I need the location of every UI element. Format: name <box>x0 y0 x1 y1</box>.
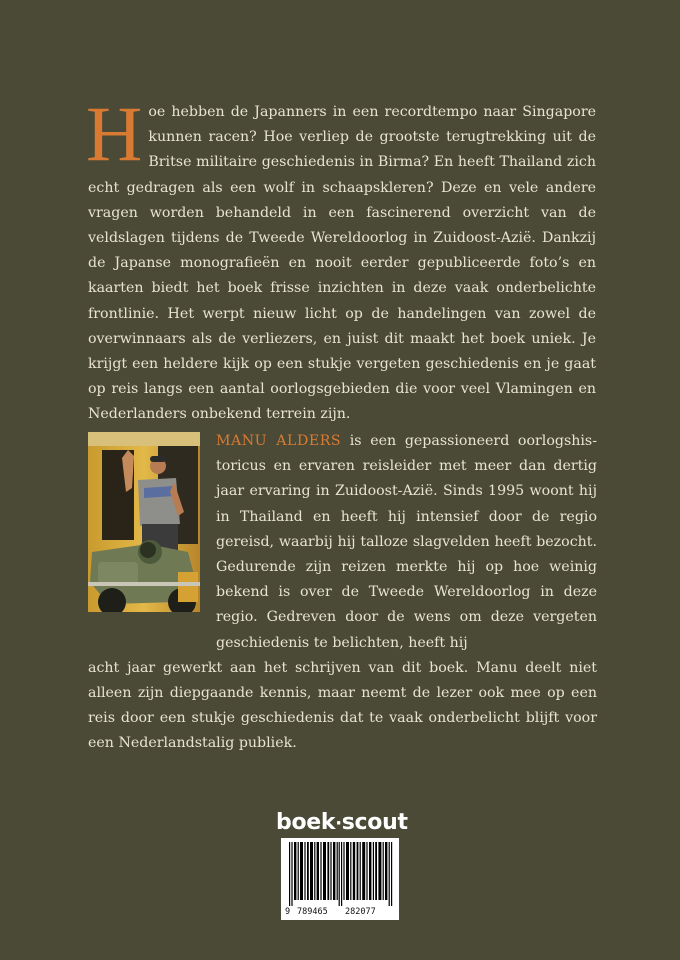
publisher-logo <box>276 810 408 835</box>
drop-cap: H <box>86 90 143 177</box>
blurb-text: oe hebben de Japanners in een recordtempo naar Singapore kunnen racen? Hoe verliep de grootste terugtrekking uit de Britse militaire geschiedenis in Birma? En heeft Thailand zich echt gedragen als een wolf in schaapskleren? Deze en vele andere vragen worden behandeld in een fascinerend overzicht van de veldslagen tijdens de Tweede Wereldoorlog in Zuidoost-Azië. Dankzij de Japanse monografieën en nooit eerder gepubliceerde foto’s en kaarten biedt het boek frisse inzichten in deze vaak onderbelichte frontlinie. Het werpt nieuw licht op de handelingen van zowel de overwinnaars als de verliezers, en juist dit maakt het boek uniek. Je krijgt een heldere kijk op een stukje vergeten geschiedenis en je gaat op reis langs een aantal oorlogsgebieden die voor veel Vlamingen en Nederlanders onbekend terrein zijn. <box>88 104 596 423</box>
author-bio <box>88 429 597 757</box>
blurb-paragraph <box>86 90 596 428</box>
isbn-group1: 789465 <box>297 907 328 917</box>
isbn-barcode <box>281 838 399 920</box>
author-bio-part1: is een gepassioneerd oorlogshistoricus en ervaren reisleider met meer dan dertig jaar ervaring in Zuidoost-Azië. Sinds 1995 woont hij in Thailand en heeft hij intensief door de regio gereisd, waarbij hij talloze slagvelden heeft bezocht. Gedurende zijn reizen merkte hij op hoe weinig bekend is over de Tweede Wereldoorlog in deze regio. Gedreven door de wens om deze vergeten geschiedenis te belichten, heeft hij <box>216 433 597 651</box>
logo-dot: · <box>335 813 342 834</box>
isbn-prefix: 9 <box>285 907 291 917</box>
isbn-group2: 282077 <box>345 907 376 917</box>
isbn-number <box>285 906 395 918</box>
author-bio-part2: acht jaar gewerkt aan het schrijven van dit boek. Manu deelt niet alleen zijn diepgaande kennis, maar neemt de lezer ook mee op een reis door een stukje geschiedenis dat te vaak onderbelicht blijft voor een Nederlandstalig publiek. <box>88 659 597 752</box>
author-name: MANU ALDERS <box>216 433 342 449</box>
logo-boek: boek <box>276 810 336 835</box>
author-photo <box>88 432 200 612</box>
barcode-bars <box>285 842 395 906</box>
logo-scout: scout <box>341 810 408 835</box>
